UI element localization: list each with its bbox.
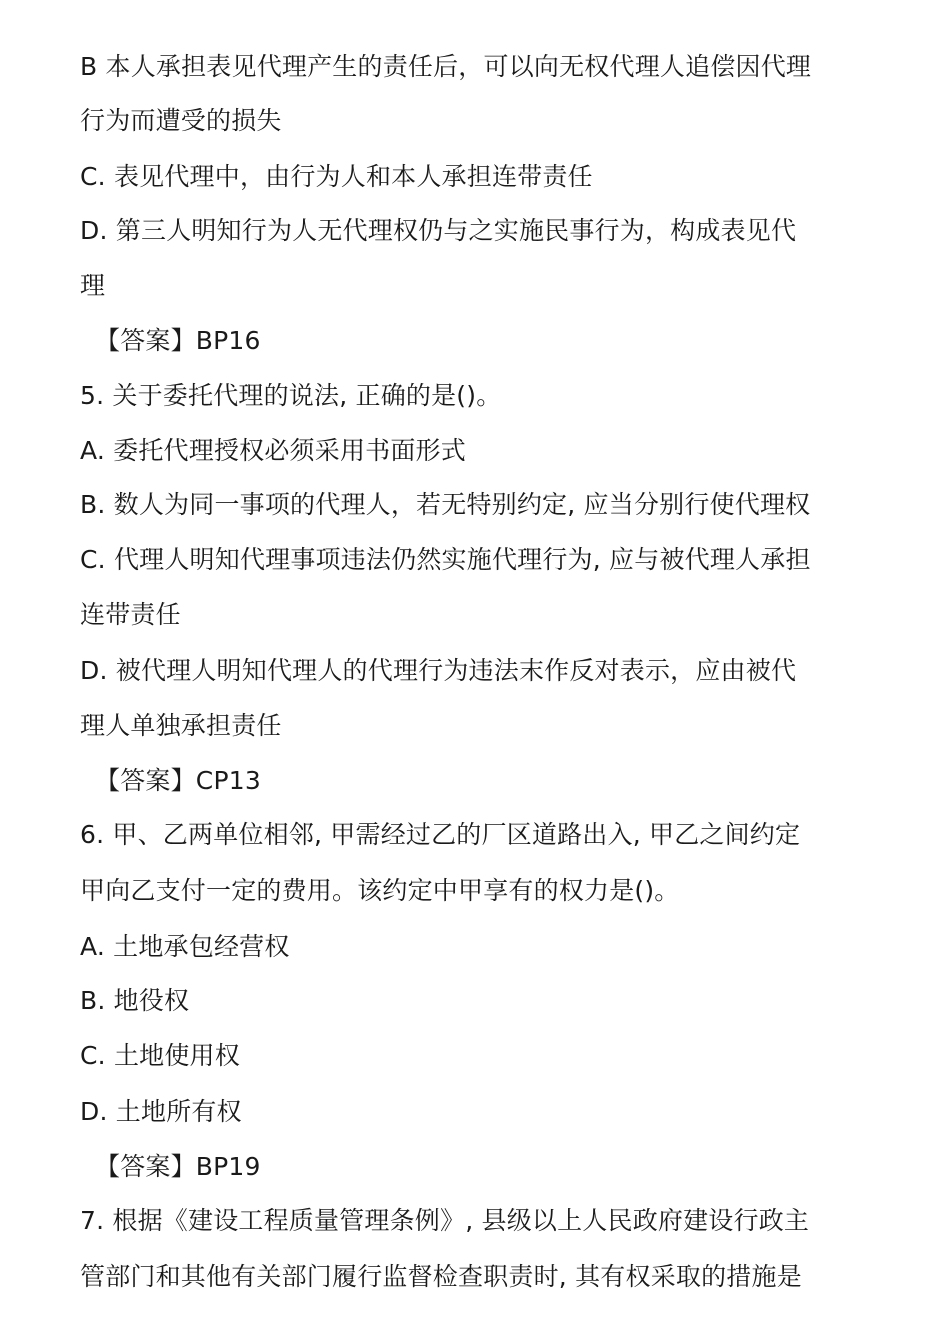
option-line: B. 地役权	[80, 986, 190, 1015]
question-line: 7. 根据《建设工程质量管理条例》, 县级以上人民政府建设行政主	[80, 1206, 810, 1235]
option-line: A. 土地承包经营权	[80, 932, 290, 961]
question-line: 5. 关于委托代理的说法, 正确的是()。	[80, 381, 502, 410]
answer-line: 【答案】BP19	[95, 1152, 261, 1181]
option-line: D. 第三人明知行为人无代理权仍与之实施民事行为，构成表见代	[80, 216, 797, 245]
option-line: C. 代理人明知代理事项违法仍然实施代理行为, 应与被代理人承担	[80, 545, 811, 574]
text-line: 甲向乙支付一定的费用。该约定中甲享有的权力是()。	[80, 876, 680, 905]
option-line: C. 表见代理中，由行为人和本人承担连带责任	[80, 162, 593, 191]
answer-line: 【答案】CP13	[95, 766, 261, 795]
option-line: B. 数人为同一事项的代理人，若无特别约定, 应当分别行使代理权	[80, 490, 811, 519]
text-line: 连带责任	[80, 600, 181, 629]
text-line: 管部门和其他有关部门履行监督检查职责时, 其有权采取的措施是	[80, 1262, 802, 1291]
option-line: A. 委托代理授权必须采用书面形式	[80, 436, 466, 465]
answer-line: 【答案】BP16	[95, 326, 261, 355]
text-line: B 本人承担表见代理产生的责任后，可以向无权代理人追偿因代理	[80, 52, 812, 81]
question-line: 6. 甲、乙两单位相邻, 甲需经过乙的厂区道路出入, 甲乙之间约定	[80, 820, 801, 849]
option-line: C. 土地使用权	[80, 1041, 240, 1070]
text-line: 行为而遭受的损失	[80, 106, 282, 135]
text-line: 理人单独承担责任	[80, 711, 282, 740]
text-line: 理	[80, 271, 106, 300]
option-line: D. 土地所有权	[80, 1097, 242, 1126]
option-line: D. 被代理人明知代理人的代理行为违法末作反对表示，应由被代	[80, 656, 797, 685]
